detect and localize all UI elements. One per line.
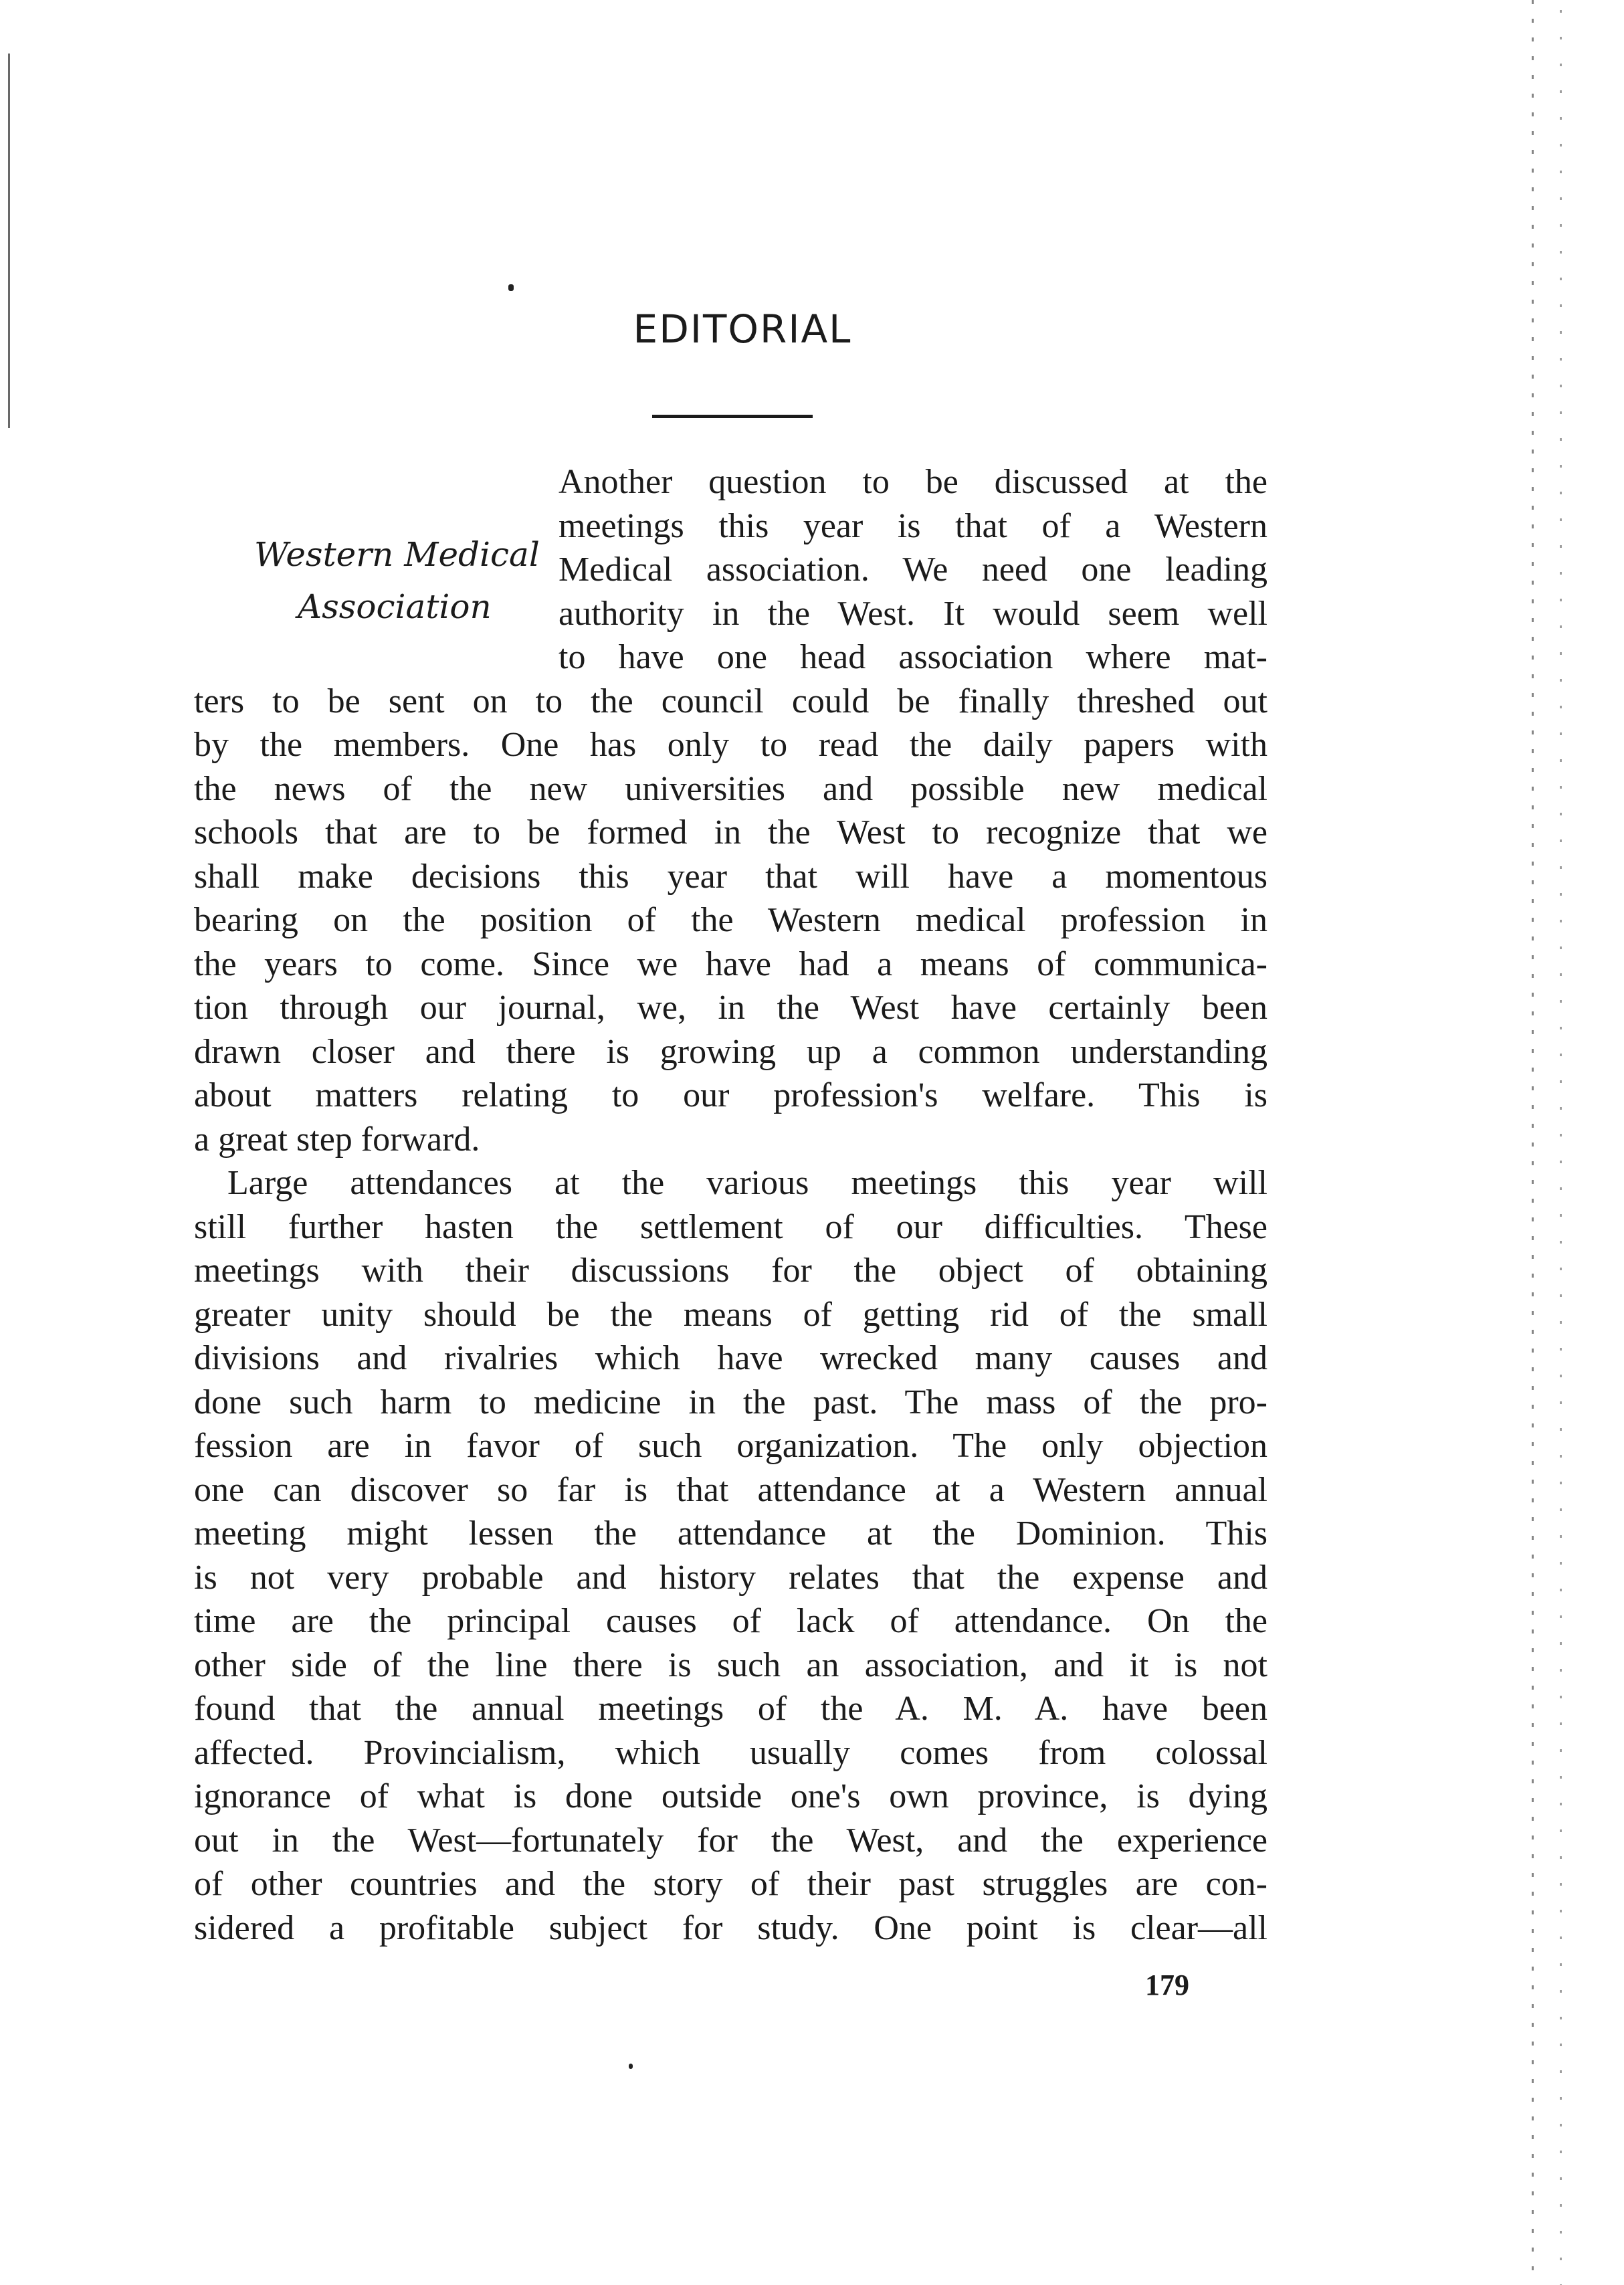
text-line: Large attendances at the various meetings this year will: [227, 1164, 1267, 1202]
text-line: to have one head association where mat-: [559, 638, 1267, 676]
text-line: still further hasten the settlement of our difficulties. These: [194, 1207, 1267, 1246]
text-line: the news of the new universities and possible new medical: [194, 769, 1267, 808]
text-line: ignorance of what is done outside one's own province, is dying: [194, 1777, 1267, 1815]
side-heading-line-1: Western Medical: [254, 535, 540, 574]
text-line: by the members. One has only to read the daily papers with: [194, 726, 1267, 764]
text-line: fession are in favor of such organization. The only objection: [194, 1427, 1267, 1465]
text-line: greater unity should be the means of getting rid of the small: [194, 1295, 1267, 1334]
scan-edge-right: [1518, 0, 1579, 2285]
text-line: shall make decisions this year that will have a momentous: [194, 857, 1267, 896]
side-heading-line-2: Association: [298, 587, 492, 626]
text-line: about matters relating to our profession's welfare. This is: [194, 1076, 1267, 1114]
scan-edge-left: [8, 54, 10, 428]
scan-speck: [508, 284, 514, 291]
text-line: affected. Provincialism, which usually comes from colossal: [194, 1733, 1267, 1772]
editorial-body: [194, 460, 1267, 1950]
text-line: schools that are to be formed in the West to recognize that we: [194, 813, 1267, 852]
text-line: done such harm to medicine in the past. The mass of the pro-: [194, 1383, 1267, 1421]
page-title: EDITORIAL: [633, 306, 852, 352]
text-line: tion through our journal, we, in the West have certainly been: [194, 989, 1267, 1027]
text-line: drawn closer and there is growing up a common understanding: [194, 1032, 1267, 1071]
page-number: 179: [1145, 1969, 1189, 2001]
text-line: one can discover so far is that attendance at a Western annual: [194, 1470, 1267, 1509]
text-line: authority in the West. It would seem well: [559, 594, 1267, 633]
text-line: time are the principal causes of lack of attendance. On the: [194, 1602, 1267, 1640]
scan-speck: [629, 2064, 633, 2069]
text-line: found that the annual meetings of the A. M. A. have been: [194, 1690, 1267, 1728]
text-line: ters to be sent on to the council could be finally threshed out: [194, 682, 1267, 720]
text-line: sidered a profitable subject for study. One point is clear—all: [194, 1908, 1267, 1947]
text-line: divisions and rivalries which have wrecked many causes and: [194, 1339, 1267, 1377]
text-line: is not very probable and history relates that the expense and: [194, 1558, 1267, 1597]
text-line: meetings with their discussions for the object of obtaining: [194, 1252, 1267, 1290]
text-line: bearing on the position of the Western medical profession in: [194, 901, 1267, 939]
text-line: meeting might lessen the attendance at the Dominion. This: [194, 1514, 1267, 1553]
text-line: other side of the line there is such an association, and it is not: [194, 1646, 1267, 1684]
text-line: out in the West—fortunately for the West, and the experience: [194, 1821, 1267, 1860]
text-line: a great step forward.: [194, 1120, 480, 1159]
text-line: Medical association. We need one leading: [559, 551, 1267, 589]
text-line: Another question to be discussed at the: [559, 463, 1267, 501]
text-line: of other countries and the story of their past struggles are con-: [194, 1865, 1267, 1903]
title-rule: [652, 415, 813, 418]
text-line: the years to come. Since we have had a means of communica-: [194, 945, 1267, 983]
text-line: meetings this year is that of a Western: [559, 506, 1267, 545]
